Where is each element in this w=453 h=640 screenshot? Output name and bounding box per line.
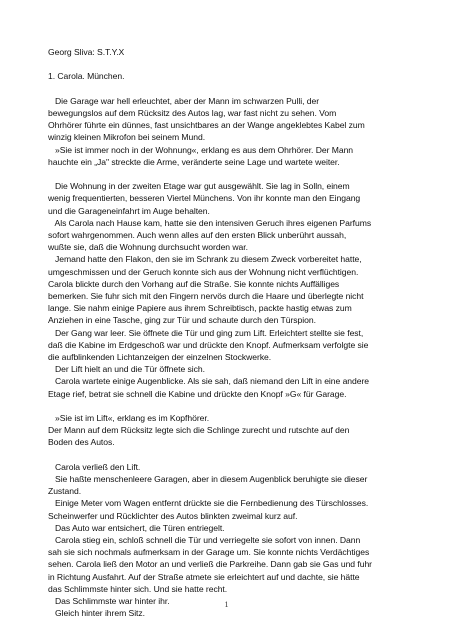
text-line: Die Wohnung in der zweiten Etage war gut ausgewählt. Sie lag in Solln, einem [48, 181, 350, 192]
text-line: Als Carola nach Hause kam, hatte sie den intensiven Geruch ihres eigenen Parfums [48, 217, 372, 228]
text-line: Jemand hatte den Flakon, den sie im Schrank zu diesem Zweck vorbereitet hatte, [48, 254, 362, 265]
chapter-title: 1. Carola. München. [48, 71, 125, 82]
text-line: bewegungslos auf dem Rücksitz des Autos lag, war fast nicht zu sehen. Vom [48, 107, 337, 118]
text-line: in Richtung Ausfahrt. Auf der Straße atmete sie erleichtert auf und dachte, sie hätte [48, 571, 360, 582]
text-line: sehen. Carola ließ den Motor an und verließ die Parkreihe. Dann gab sie Gas und fuhr [48, 559, 372, 570]
text-line: »Sie ist im Lift«, erklang es im Kopfhörer. [48, 413, 210, 424]
text-line: sofort wahrgenommen. Auch wenn alles auf den ersten Blick unberührt aussah, [48, 230, 347, 240]
spacer [48, 58, 420, 70]
text-line: Carola verließ den Lift. [48, 461, 141, 472]
text-line: »Sie ist immer noch in der Wohnung«, erklang es aus dem Ohrhörer. Der Mann [48, 144, 354, 155]
text-line: Ohrhörer führte ein dünnes, fast unsichtbares an der Wange angeklebtes Kabel zum [48, 120, 365, 131]
text-line: Der Gang war leer. Sie öffnete die Tür und ging zum Lift. Erleichtert stellte sie fest, [48, 327, 364, 338]
text-line: umgeschmissen und der Geruch konnte sich aus der Wohnung nicht verflüchtigen. [48, 266, 359, 277]
text-line: Etage rief, betrat sie schnell die Kabine und drückte den Knopf »G« für Garage. [48, 388, 347, 399]
text-line: Carola blickte durch den Vorhang auf die Straße. Sie konnte nichts Auffälliges [48, 278, 340, 289]
text-line: Gleich hinter ihrem Sitz. [48, 608, 145, 619]
text-line: Carola stieg ein, schloß schnell die Tür und verriegelte sie sofort von innen. Dann [48, 535, 361, 546]
paragraph-gap [48, 400, 420, 412]
text-line: Der Lift hielt an und die Tür öffnete sich. [48, 364, 205, 375]
text-line: die aufblinkenden Lichtanzeigen der einzelnen Stockwerke. [48, 352, 272, 363]
text-line: bemerken. Sie fuhr sich mit den Fingern nervös durch die Haare und überlegte nicht [48, 291, 364, 302]
spacer [48, 83, 420, 95]
paragraph-gap [48, 449, 420, 461]
text-line: Das Auto war entsichert, die Türen entriegelt. [48, 522, 225, 533]
text-line: und die Garageneinfahrt im Auge behalten. [48, 205, 210, 216]
text-line: Scheinwerfer und Rücklichter des Autos blinkten zweimal kurz auf. [48, 510, 298, 521]
text-line: lange. Sie nahm einige Papiere aus ihrem Schreibtisch, packte hastig etwas zum [48, 303, 352, 314]
text-line: Carola wartete einige Augenblicke. Als sie sah, daß niemand den Lift in eine andere [48, 376, 370, 387]
text-line: Einige Meter vom Wagen entfernt drückte sie die Fernbedienung des Türschlosses. [48, 498, 369, 509]
text-line: Das Schlimmste war hinter ihr. [48, 596, 170, 607]
document-header: Georg Sliva: S.T.Y.X [48, 47, 125, 57]
document-body [48, 46, 420, 619]
text-line: Boden des Autos. [48, 437, 115, 448]
body-text [48, 95, 420, 620]
text-line: wußte sie, daß die Wohnung durchsucht worden war. [48, 242, 248, 253]
text-line: hauchte ein „Ja" streckte die Arme, veränderte seine Lage und wartete weiter. [48, 156, 340, 167]
text-line: wenig frequentierten, besseren Viertel Münchens. Von ihr konnte man den Eingang [48, 193, 361, 204]
text-line: Zustand. [48, 486, 82, 497]
text-line: Die Garage war hell erleuchtet, aber der Mann im schwarzen Pulli, der [48, 95, 320, 106]
text-line: daß die Kabine im Erdgeschoß war und drückte den Knopf. Aufmerksam verfolgte sie [48, 339, 369, 350]
paragraph-gap [48, 168, 420, 180]
text-line: Der Mann auf dem Rücksitz legte sich die Schlinge zurecht und rutschte auf den [48, 425, 350, 436]
text-line: Anziehen in eine Tasche, ging zur Tür und schaute durch den Türspion. [48, 315, 316, 326]
page-number: 1 [224, 600, 229, 609]
text-line: Sie haßte menschenleere Garagen, aber in diesem Augenblick beruhigte sie dieser [48, 474, 368, 485]
text-line: winzig kleinen Mikrofon bei seinem Mund. [48, 132, 206, 143]
text-line: sah sie sich nochmals aufmerksam in der Garage um. Sie konnte nichts Verdächtiges [48, 547, 370, 558]
text-line: das Schlimmste hinter sich. Und sie hatte recht. [48, 583, 228, 594]
